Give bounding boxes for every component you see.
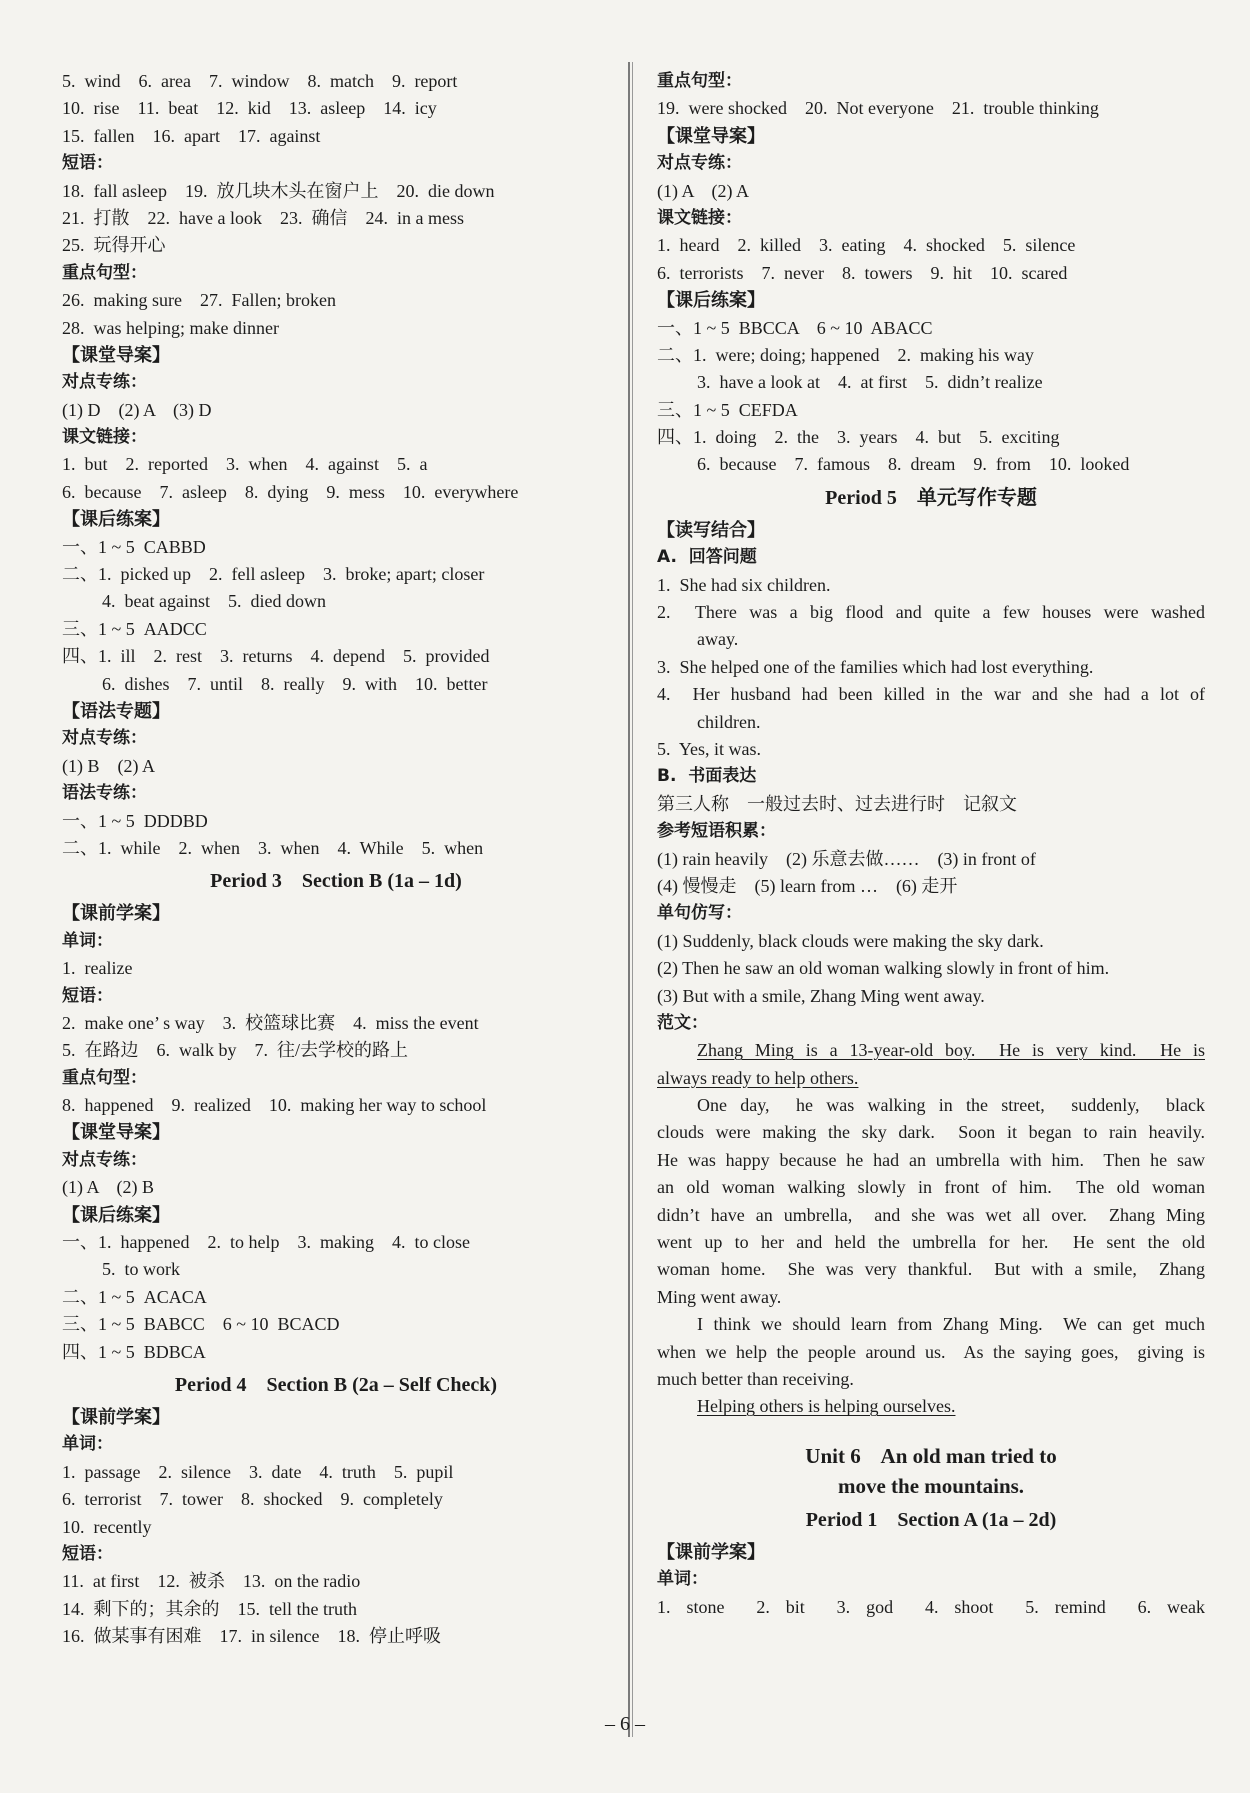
left-column-line: 28. was helping; make dinner [62, 317, 279, 338]
right-column-line: 2. There was a big flood and quite a few houses were washed [657, 602, 1205, 623]
right-column-line: Period 5 单元写作专题 [825, 486, 1037, 509]
right-column-line: (1) A (2) A [657, 180, 749, 201]
left-column-line: 10. rise 11. beat 12. kid 13. asleep 14. icy [62, 98, 437, 119]
right-column-line: Period 1 Section A (1a – 2d) [805, 1508, 1057, 1531]
right-column-line: I think we should learn from Zhang Ming. We can get much [697, 1314, 1205, 1335]
left-column-line: 1. realize [62, 958, 133, 979]
left-column-line: 【课堂导案】 [62, 1122, 170, 1143]
right-column-line: 【课前学案】 [657, 1541, 765, 1562]
left-column-line: 6. dishes 7. until 8. really 9. with 10. better [102, 673, 488, 694]
right-column-line: an old woman walking slowly in front of him. The old woman [657, 1177, 1205, 1198]
left-column-line: 6. terrorist 7. tower 8. shocked 9. completely [62, 1489, 443, 1510]
right-column-line: 1. She had six children. [657, 574, 831, 595]
left-column-line: 对点专练： [62, 728, 147, 749]
left-column-line: 4. beat against 5. died down [102, 591, 326, 612]
left-column-line: 三、1 ~ 5 AADCC [62, 618, 207, 639]
left-column-line: 四、1. ill 2. rest 3. returns 4. depend 5. provided [62, 646, 490, 667]
right-column-line: (2) Then he saw an old woman walking slowly in front of him. [657, 958, 1110, 979]
right-column-line: move the mountains. [837, 1473, 1025, 1498]
right-column-line: always ready to help others. [657, 1067, 859, 1088]
left-column-line: 对点专练： [62, 372, 147, 393]
right-column-line: (3) But with a smile, Zhang Ming went away. [657, 985, 985, 1006]
left-column-line: 短语： [62, 1543, 113, 1564]
right-column-line: 【课后练案】 [657, 290, 765, 311]
right-column-line: 1. stone 2. bit 3. god 4. shoot 5. remind 6. weak [657, 1596, 1205, 1617]
right-column-line: went up to her and held the umbrella for her. He sent the old [657, 1232, 1205, 1253]
right-column-line: B. 书面表达 [657, 766, 757, 787]
column-divider [628, 62, 630, 1737]
left-column-line: 5. wind 6. area 7. window 8. match 9. report [62, 71, 458, 91]
left-column-line: 单词： [62, 1434, 113, 1455]
right-column-line: 重点句型： [657, 71, 742, 91]
left-column-line: 重点句型： [62, 262, 147, 283]
left-column-line: 25. 玩得开心 [62, 235, 166, 256]
right-column-line: woman home. She was very thankful. But with a smile, Zhang [657, 1259, 1205, 1280]
left-column-line: Period 3 Section B (1a – 1d) [210, 870, 462, 893]
left-column-line: 二、1. picked up 2. fell asleep 3. broke; apart; closer [62, 564, 485, 585]
left-column-line: 1. passage 2. silence 3. date 4. truth 5. pupil [62, 1461, 454, 1482]
left-column-line: 15. fallen 16. apart 17. against [62, 125, 321, 146]
left-column-line: 一、1 ~ 5 DDDBD [62, 810, 208, 831]
left-column-line: 2. make one’ s way 3. 校篮球比赛 4. miss the event [62, 1012, 479, 1033]
left-column-line: 【课后练案】 [62, 1204, 170, 1225]
left-column-line: 【课堂导案】 [62, 344, 170, 365]
right-column-line: 第三人称 一般过去时、过去进行时 记叙文 [657, 793, 1017, 814]
left-column-line: 一、1 ~ 5 CABBD [62, 536, 206, 557]
left-column-line: 10. recently [62, 1516, 152, 1537]
left-column-line: 8. happened 9. realized 10. making her way to school [62, 1095, 487, 1116]
left-column-line: 21. 打散 22. have a look 23. 确信 24. in a mess [62, 207, 464, 228]
left-column [62, 68, 610, 1650]
left-column-line: 26. making sure 27. Fallen; broken [62, 290, 336, 311]
right-column-line: when we help the people around us. As the saying goes, giving is [657, 1341, 1205, 1362]
left-column-line: 二、1. while 2. when 3. when 4. While 5. when [62, 837, 484, 858]
left-column-line: 短语： [62, 985, 113, 1006]
left-column-line: 1. but 2. reported 3. when 4. against 5. a [62, 454, 428, 475]
right-column-line: 6. terrorists 7. never 8. towers 9. hit 10. scared [657, 262, 1068, 283]
right-column-line: (4) 慢慢走 (5) learn from … (6) 走开 [657, 875, 958, 896]
left-column-line: 【课后练案】 [62, 509, 170, 530]
left-column-line: 18. fall asleep 19. 放几块木头在窗户上 20. die down [62, 180, 495, 201]
right-column-line: 二、1. were; doing; happened 2. making his way [657, 344, 1034, 365]
right-column-line: 5. Yes, it was. [657, 738, 762, 759]
left-column-line: 一、1. happened 2. to help 3. making 4. to close [62, 1232, 470, 1253]
left-column-line: 单词： [62, 930, 113, 951]
right-column-line: 课文链接： [657, 207, 742, 228]
left-column-line: 二、1 ~ 5 ACACA [62, 1286, 207, 1307]
right-column-line: 一、1 ~ 5 BBCCA 6 ~ 10 ABACC [657, 317, 933, 338]
left-column-line: 14. 剩下的；其余的 15. tell the truth [62, 1598, 357, 1619]
right-column-line: 单词： [657, 1569, 708, 1590]
right-column-line: 范文： [657, 1012, 708, 1033]
right-column-line: 【课堂导案】 [657, 125, 765, 146]
right-column-line: 3. have a look at 4. at first 5. didn’t realize [697, 372, 1043, 393]
left-column-line: Period 4 Section B (2a – Self Check) [174, 1373, 498, 1396]
left-column-line: 重点句型： [62, 1067, 147, 1088]
left-column-line: 三、1 ~ 5 BABCC 6 ~ 10 BCACD [62, 1314, 340, 1335]
left-column-line: 【语法专题】 [62, 700, 170, 721]
right-column-line: 4. Her husband had been killed in the war and she had a lot of [657, 684, 1205, 705]
right-column-line: 3. She helped one of the families which had lost everything. [657, 656, 1094, 677]
right-column-line: 单句仿写： [657, 903, 742, 924]
right-column-line: (1) rain heavily (2) 乐意去做…… (3) in front of [657, 848, 1036, 869]
right-column-line: 19. were shocked 20. Not everyone 21. trouble thinking [657, 98, 1099, 119]
right-column-line: clouds were making the sky dark. Soon it began to rain heavily. [657, 1122, 1205, 1143]
right-column-line: 四、1. doing 2. the 3. years 4. but 5. exciting [657, 427, 1060, 448]
right-column-line: 对点专练： [657, 153, 742, 174]
left-column-line: (1) B (2) A [62, 755, 155, 776]
right-column-line: Ming went away. [657, 1286, 782, 1307]
right-column-line: A. 回答问题 [657, 547, 757, 568]
right-column-line: children. [697, 711, 761, 732]
right-column-line: 1. heard 2. killed 3. eating 4. shocked 5. silence [657, 235, 1076, 256]
left-column-line: (1) D (2) A (3) D [62, 399, 212, 420]
right-column-line: Helping others is helping ourselves. [697, 1396, 956, 1417]
right-column-line: 6. because 7. famous 8. dream 9. from 10. looked [697, 454, 1130, 475]
right-column [657, 68, 1205, 1621]
right-column-line: He was happy because he had an umbrella with him. Then he saw [657, 1149, 1205, 1170]
left-column-line: 【课前学案】 [62, 903, 170, 924]
right-column-line: 参考短语积累： [657, 821, 776, 842]
right-column-line: didn’t have an umbrella, and she was wet all over. Zhang Ming [657, 1204, 1205, 1225]
right-column-line: Zhang Ming is a 13-year-old boy. He is very kind. He is [697, 1040, 1205, 1061]
right-column-line: much better than receiving. [657, 1368, 854, 1389]
left-column-line: 5. to work [102, 1259, 180, 1280]
right-column-line: Unit 6 An old man tried to [805, 1443, 1057, 1468]
left-column-line: 对点专练： [62, 1149, 147, 1170]
left-column-line: 语法专练： [62, 783, 147, 804]
left-column-line: 课文链接： [62, 427, 147, 448]
left-column-line: 5. 在路边 6. walk by 7. 往/去学校的路上 [62, 1040, 408, 1061]
right-column-line: away. [697, 629, 739, 650]
left-column-line: 6. because 7. asleep 8. dying 9. mess 10. everywhere [62, 481, 519, 502]
right-column-line: 三、1 ~ 5 CEFDA [657, 399, 798, 420]
left-column-line: 16. 做某事有困难 17. in silence 18. 停止呼吸 [62, 1626, 441, 1647]
left-column-line: 四、1 ~ 5 BDBCA [62, 1341, 206, 1362]
right-column-line [657, 1421, 1205, 1441]
right-column-line: 【读写结合】 [657, 519, 765, 540]
left-column-line: 短语： [62, 153, 113, 174]
right-column-line: One day, he was walking in the street, suddenly, black [697, 1095, 1205, 1116]
left-column-line: 【课前学案】 [62, 1406, 170, 1427]
left-column-line: (1) A (2) B [62, 1177, 154, 1198]
right-column-line: (1) Suddenly, black clouds were making the sky dark. [657, 930, 1044, 951]
page-number: – 6 – [605, 1713, 645, 1735]
left-column-line: 11. at first 12. 被杀 13. on the radio [62, 1571, 361, 1592]
